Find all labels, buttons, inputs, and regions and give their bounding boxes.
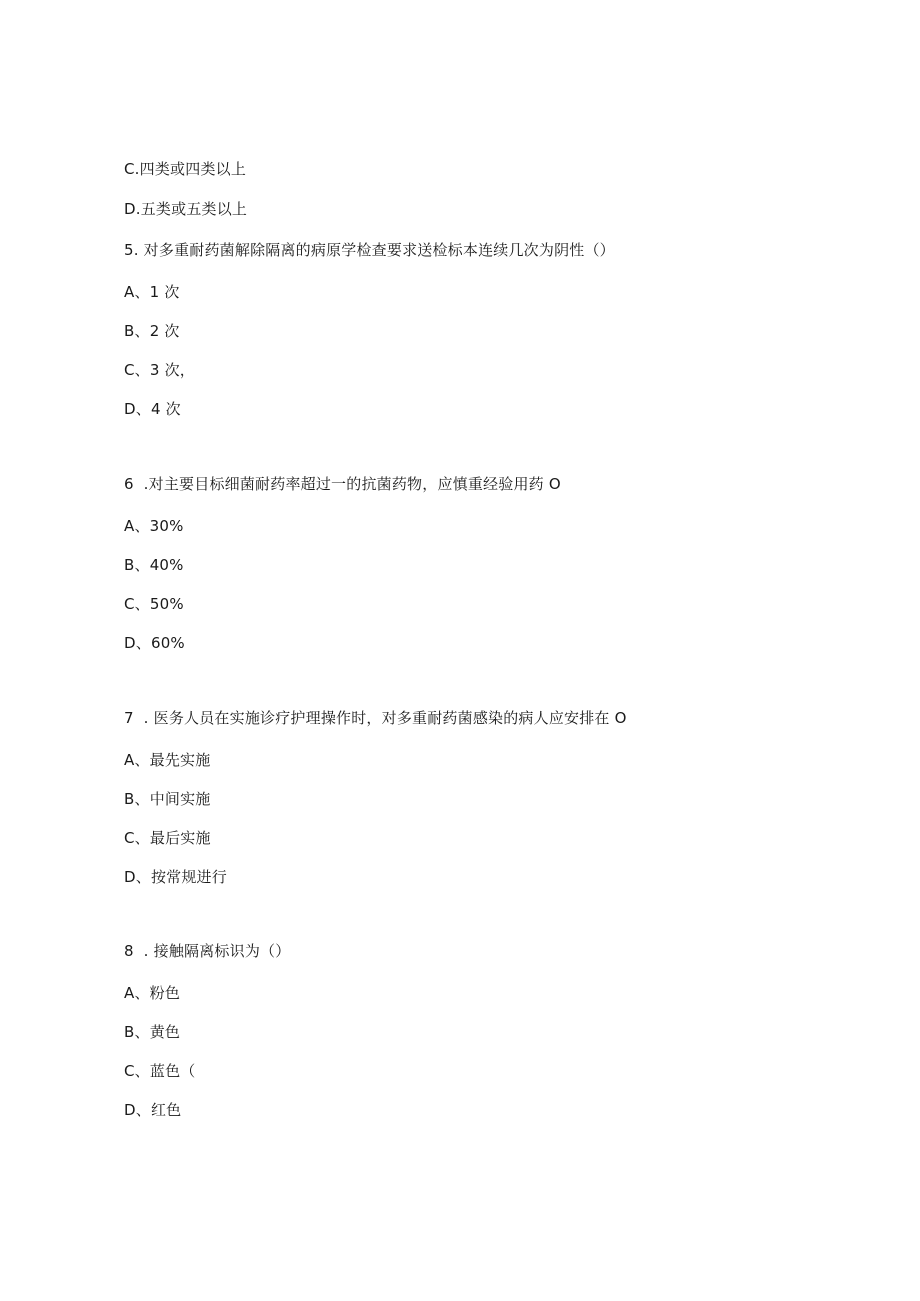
question-6: 6 .对主要目标细菌耐药率超过一的抗菌药物，应慎重经验用药 O xyxy=(124,475,561,493)
question-8-option-b: B、黄色 xyxy=(124,1023,181,1041)
question-6-option-d: D、60% xyxy=(124,634,185,652)
question-6-option-c: C、50% xyxy=(124,595,184,613)
question-7-option-c: C、最后实施 xyxy=(124,829,211,847)
question-5-option-b: B、2 次 xyxy=(124,322,180,340)
question-5-option-a: A、1 次 xyxy=(124,283,180,301)
question-7-option-a: A、最先实施 xyxy=(124,751,211,769)
question-8-option-c: C、蓝色（ xyxy=(124,1062,196,1080)
question-7-option-b: B、中间实施 xyxy=(124,790,211,808)
question-5-option-d: D、4 次 xyxy=(124,400,181,418)
question-8-option-a: A、粉色 xyxy=(124,984,181,1002)
option-d-prev: D.五类或五类以上 xyxy=(124,200,248,218)
question-7-option-d: D、按常规进行 xyxy=(124,868,227,886)
question-6-option-a: A、30% xyxy=(124,517,184,535)
question-7: 7 . 医务人员在实施诊疗护理操作时，对多重耐药菌感染的病人应安排在 O xyxy=(124,709,627,727)
option-c-prev: C.四类或四类以上 xyxy=(124,160,247,178)
question-5-option-c: C、3 次， xyxy=(124,361,195,379)
question-8: 8 . 接触隔离标识为（） xyxy=(124,942,291,960)
question-5: 5. 对多重耐药菌解除隔离的病原学检查要求送检标本连续几次为阴性（） xyxy=(124,241,615,259)
question-6-option-b: B、40% xyxy=(124,556,184,574)
question-8-option-d: D、红色 xyxy=(124,1101,182,1119)
